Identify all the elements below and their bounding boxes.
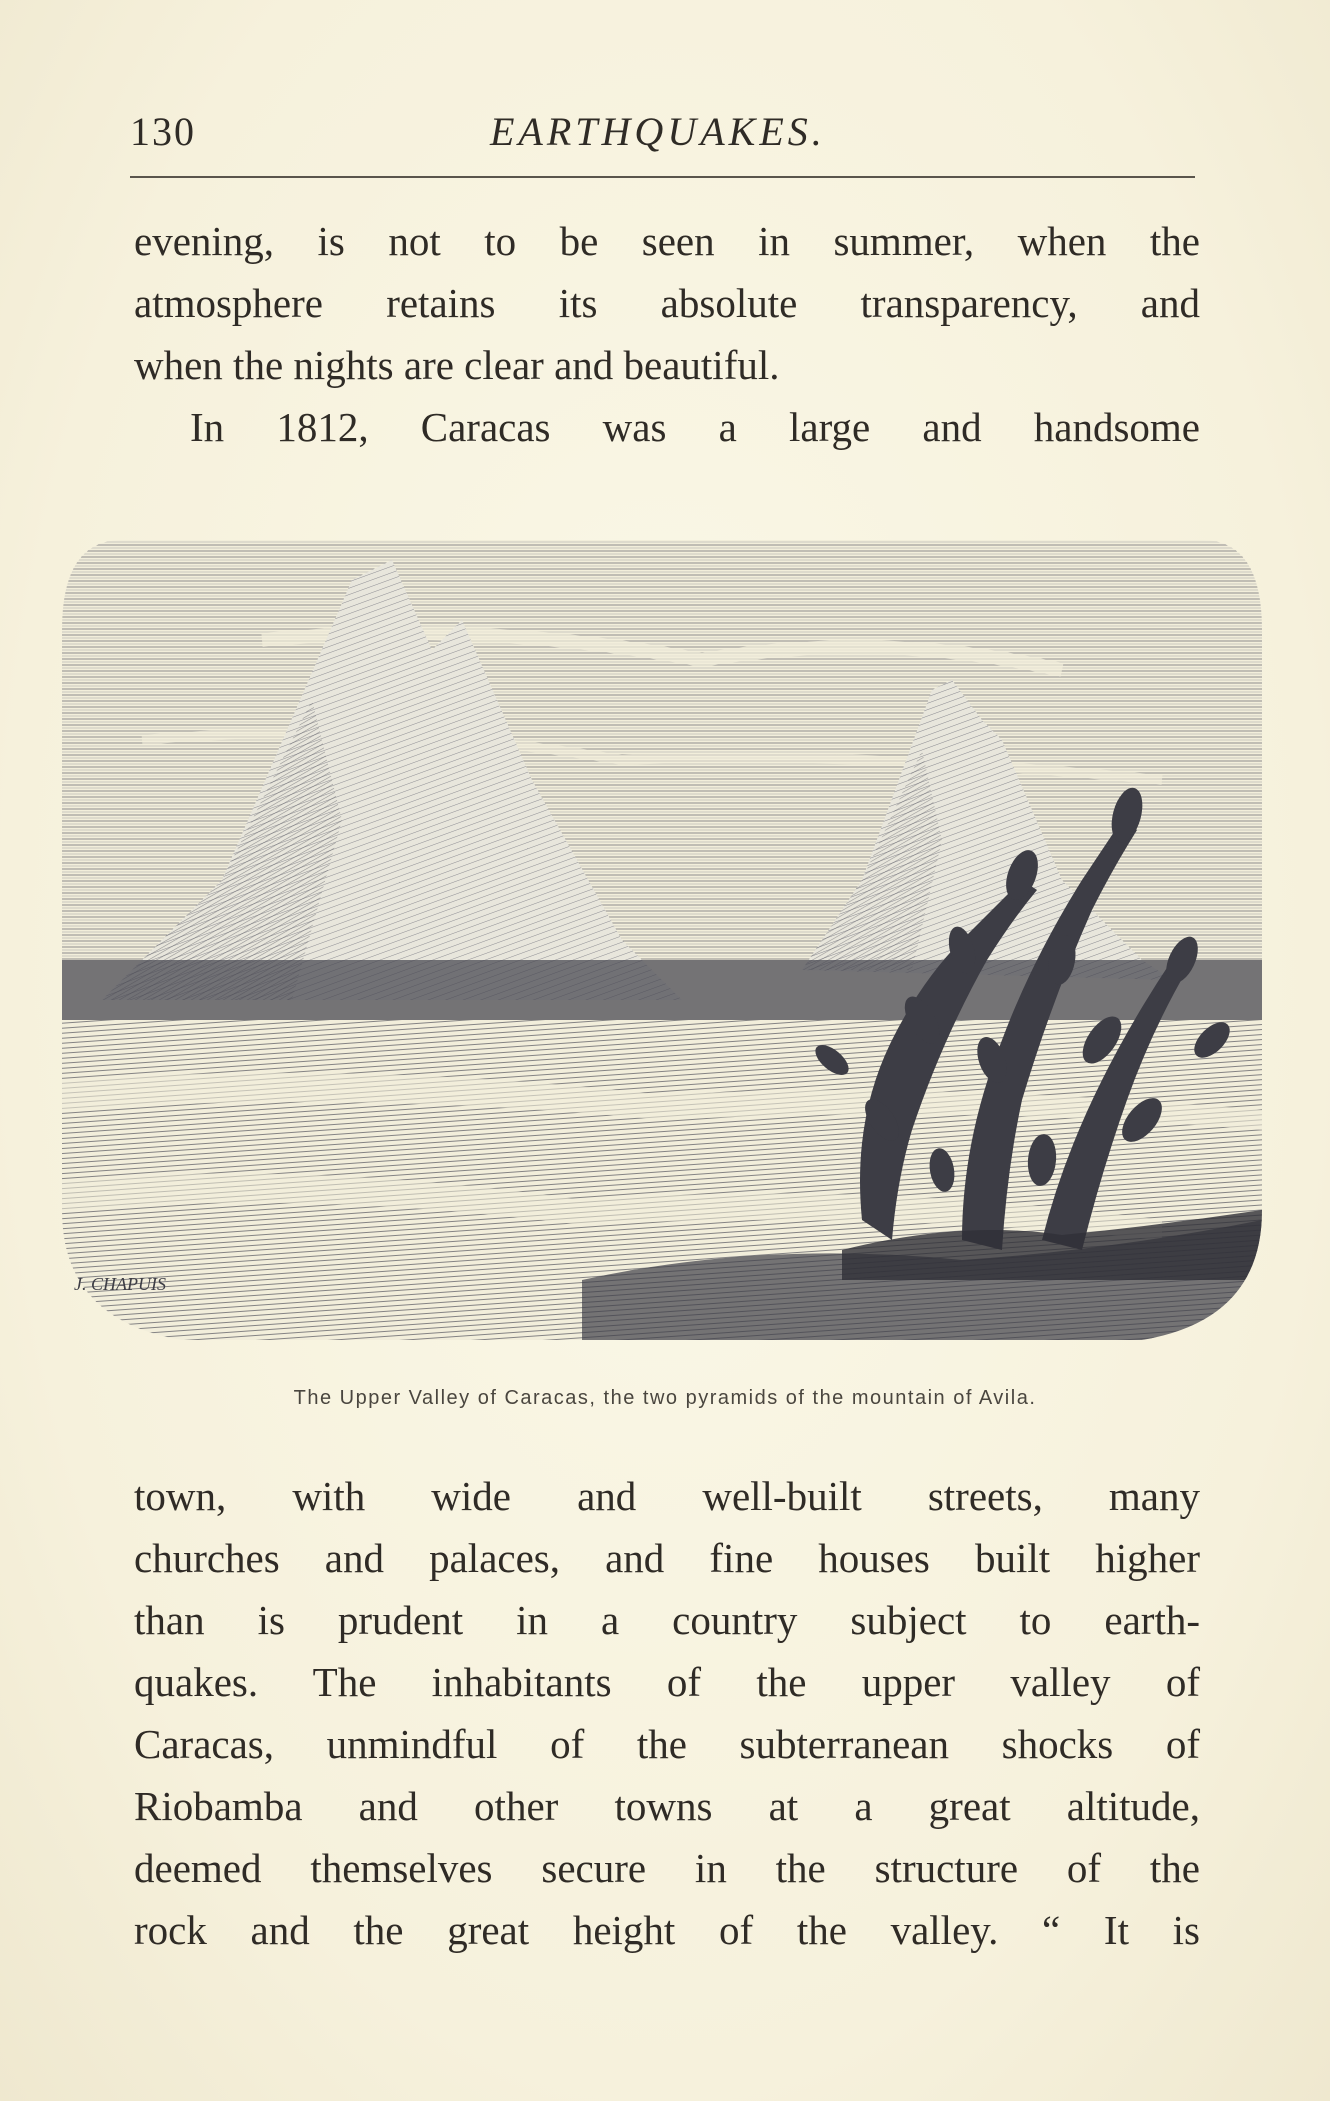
text-line: rock and the great height of the valley. “ It is [134,1907,1200,1953]
header-rule [130,176,1195,178]
text-line: quakes. The inhabitants of the upper valley of [134,1659,1200,1705]
text-line: churches and palaces, and fine houses built higher [134,1535,1200,1581]
figure-caption: The Upper Valley of Caracas, the two pyramids of the mountain of Avila. [293,1387,1037,1409]
text-line-indented: In 1812, Caracas was a large and handsome [190,404,1200,450]
top-paragraph [134,210,1200,458]
page-number: 130 [130,109,196,154]
text-line: deemed themselves secure in the structure of the [134,1845,1200,1891]
text-line: evening, is not to be seen in summer, when the [134,218,1200,264]
engraver-signature: J. CHAPUIS [74,1274,166,1294]
text-line: than is prudent in a country subject to earth- [134,1597,1200,1643]
text-line: Caracas, unmindful of the subterranean shocks of [134,1721,1200,1767]
text-line: when the nights are clear and beautiful. [134,342,780,388]
running-title: EARTHQUAKES. [490,109,826,154]
bottom-paragraph [134,1465,1200,1961]
engraving-illustration [62,520,1262,1360]
text-line: Riobamba and other towns at a great altitude, [134,1783,1200,1829]
text-line: town, with wide and well-built streets, many [134,1473,1200,1519]
page-header [130,108,1195,168]
text-line: atmosphere retains its absolute transparency, and [134,280,1200,326]
